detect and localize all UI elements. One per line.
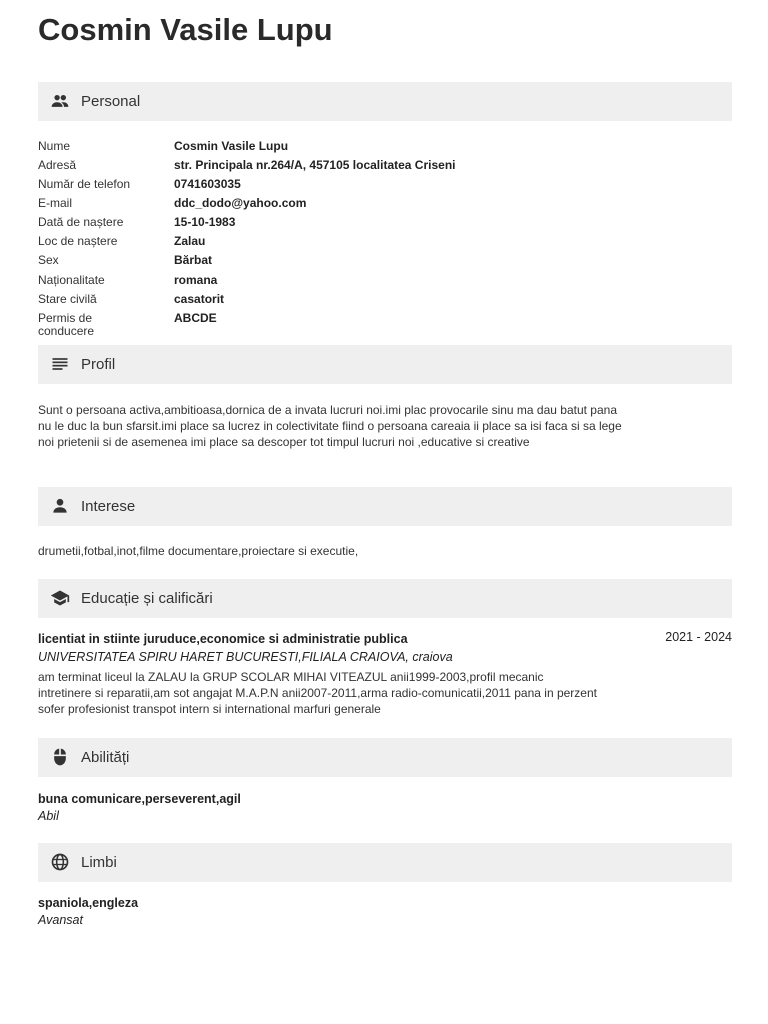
info-label: Permis de conducere: [38, 311, 95, 338]
section-header-limbi: [38, 843, 732, 882]
section-header-abilitati: [38, 738, 732, 777]
section-header-profil: [38, 345, 732, 384]
section-header-interese: [38, 487, 732, 526]
globe-icon: [50, 852, 70, 872]
info-label: Adresă: [38, 158, 77, 172]
education-institution: UNIVERSITATEA SPIRU HARET BUCURESTI,FILIALA CRAIOVA, craiova: [38, 650, 453, 664]
section-header-educatie: [38, 579, 732, 618]
info-value: Bărbat: [174, 253, 213, 267]
lines-icon: [50, 354, 70, 374]
skill-name: buna comunicare,perseverent,agil: [38, 792, 241, 806]
education-degree: licentiat in stiinte juruduce,economice si administratie publica: [38, 632, 408, 646]
section-header-personal: [38, 82, 732, 121]
section-title-abilitati: Abilități: [81, 749, 130, 766]
section-title-limbi: Limbi: [81, 854, 117, 871]
language-name: spaniola,engleza: [38, 896, 139, 910]
education-description: am terminat liceul la ZALAU la GRUP SCOLAR MIHAI VITEAZUL anii1999-2003,profil mecanic intretinere si reparatii,am sot angajat M.A.P.N anii2007-2011,arma radio-comunicatii,2011 pana in perzent sofer profesionist transpot intern si international marfuri generale: [38, 670, 597, 716]
info-label: Stare civilă: [38, 292, 97, 306]
graduation-cap-icon: [50, 588, 70, 608]
profile-text: Sunt o persoana activa,ambitioasa,dornica de a invata lucruri noi.imi plac provocarile sinu ma dau batut pana nu le duc la bun sfarsit.imi place sa lucrez in colectivitate fiind o persoana careaia ii place sa isi faca si sa lege noi prietenii si de asemenea imi place sa descoper tot timpul lucruri noi ,educative si creative: [38, 403, 622, 449]
info-value: ABCDE: [174, 311, 217, 325]
mouse-icon: [50, 747, 70, 767]
education-dates: 2021 - 2024: [665, 630, 732, 644]
info-value: 15-10-1983: [174, 215, 236, 229]
info-label: Dată de naștere: [38, 215, 124, 229]
info-value: ddc_dodo@yahoo.com: [174, 196, 307, 210]
skill-level: Abil: [38, 809, 59, 823]
info-value: str. Principala nr.264/A, 457105 localitatea Criseni: [174, 158, 456, 172]
interests-text: drumetii,fotbal,inot,filme documentare,proiectare si executie,: [38, 544, 359, 558]
info-value: casatorit: [174, 292, 225, 306]
info-label: Număr de telefon: [38, 177, 131, 191]
info-value: Zalau: [174, 234, 206, 248]
info-value: 0741603035: [174, 177, 241, 191]
page-title: Cosmin Vasile Lupu: [38, 12, 333, 47]
info-label: Loc de naștere: [38, 234, 118, 248]
info-value: Cosmin Vasile Lupu: [174, 139, 289, 153]
section-title-profil: Profil: [81, 356, 116, 373]
info-value: romana: [174, 273, 218, 287]
people-icon: [50, 91, 70, 111]
section-title-educatie: Educație și calificări: [81, 590, 213, 607]
info-label: Nume: [38, 139, 71, 153]
info-label: E-mail: [38, 196, 73, 210]
language-level: Avansat: [38, 913, 83, 927]
section-title-interese: Interese: [81, 498, 136, 515]
person-icon: [50, 496, 70, 516]
info-label: Naționalitate: [38, 273, 105, 287]
info-label: Sex: [38, 253, 59, 267]
section-title-personal: Personal: [81, 93, 141, 110]
